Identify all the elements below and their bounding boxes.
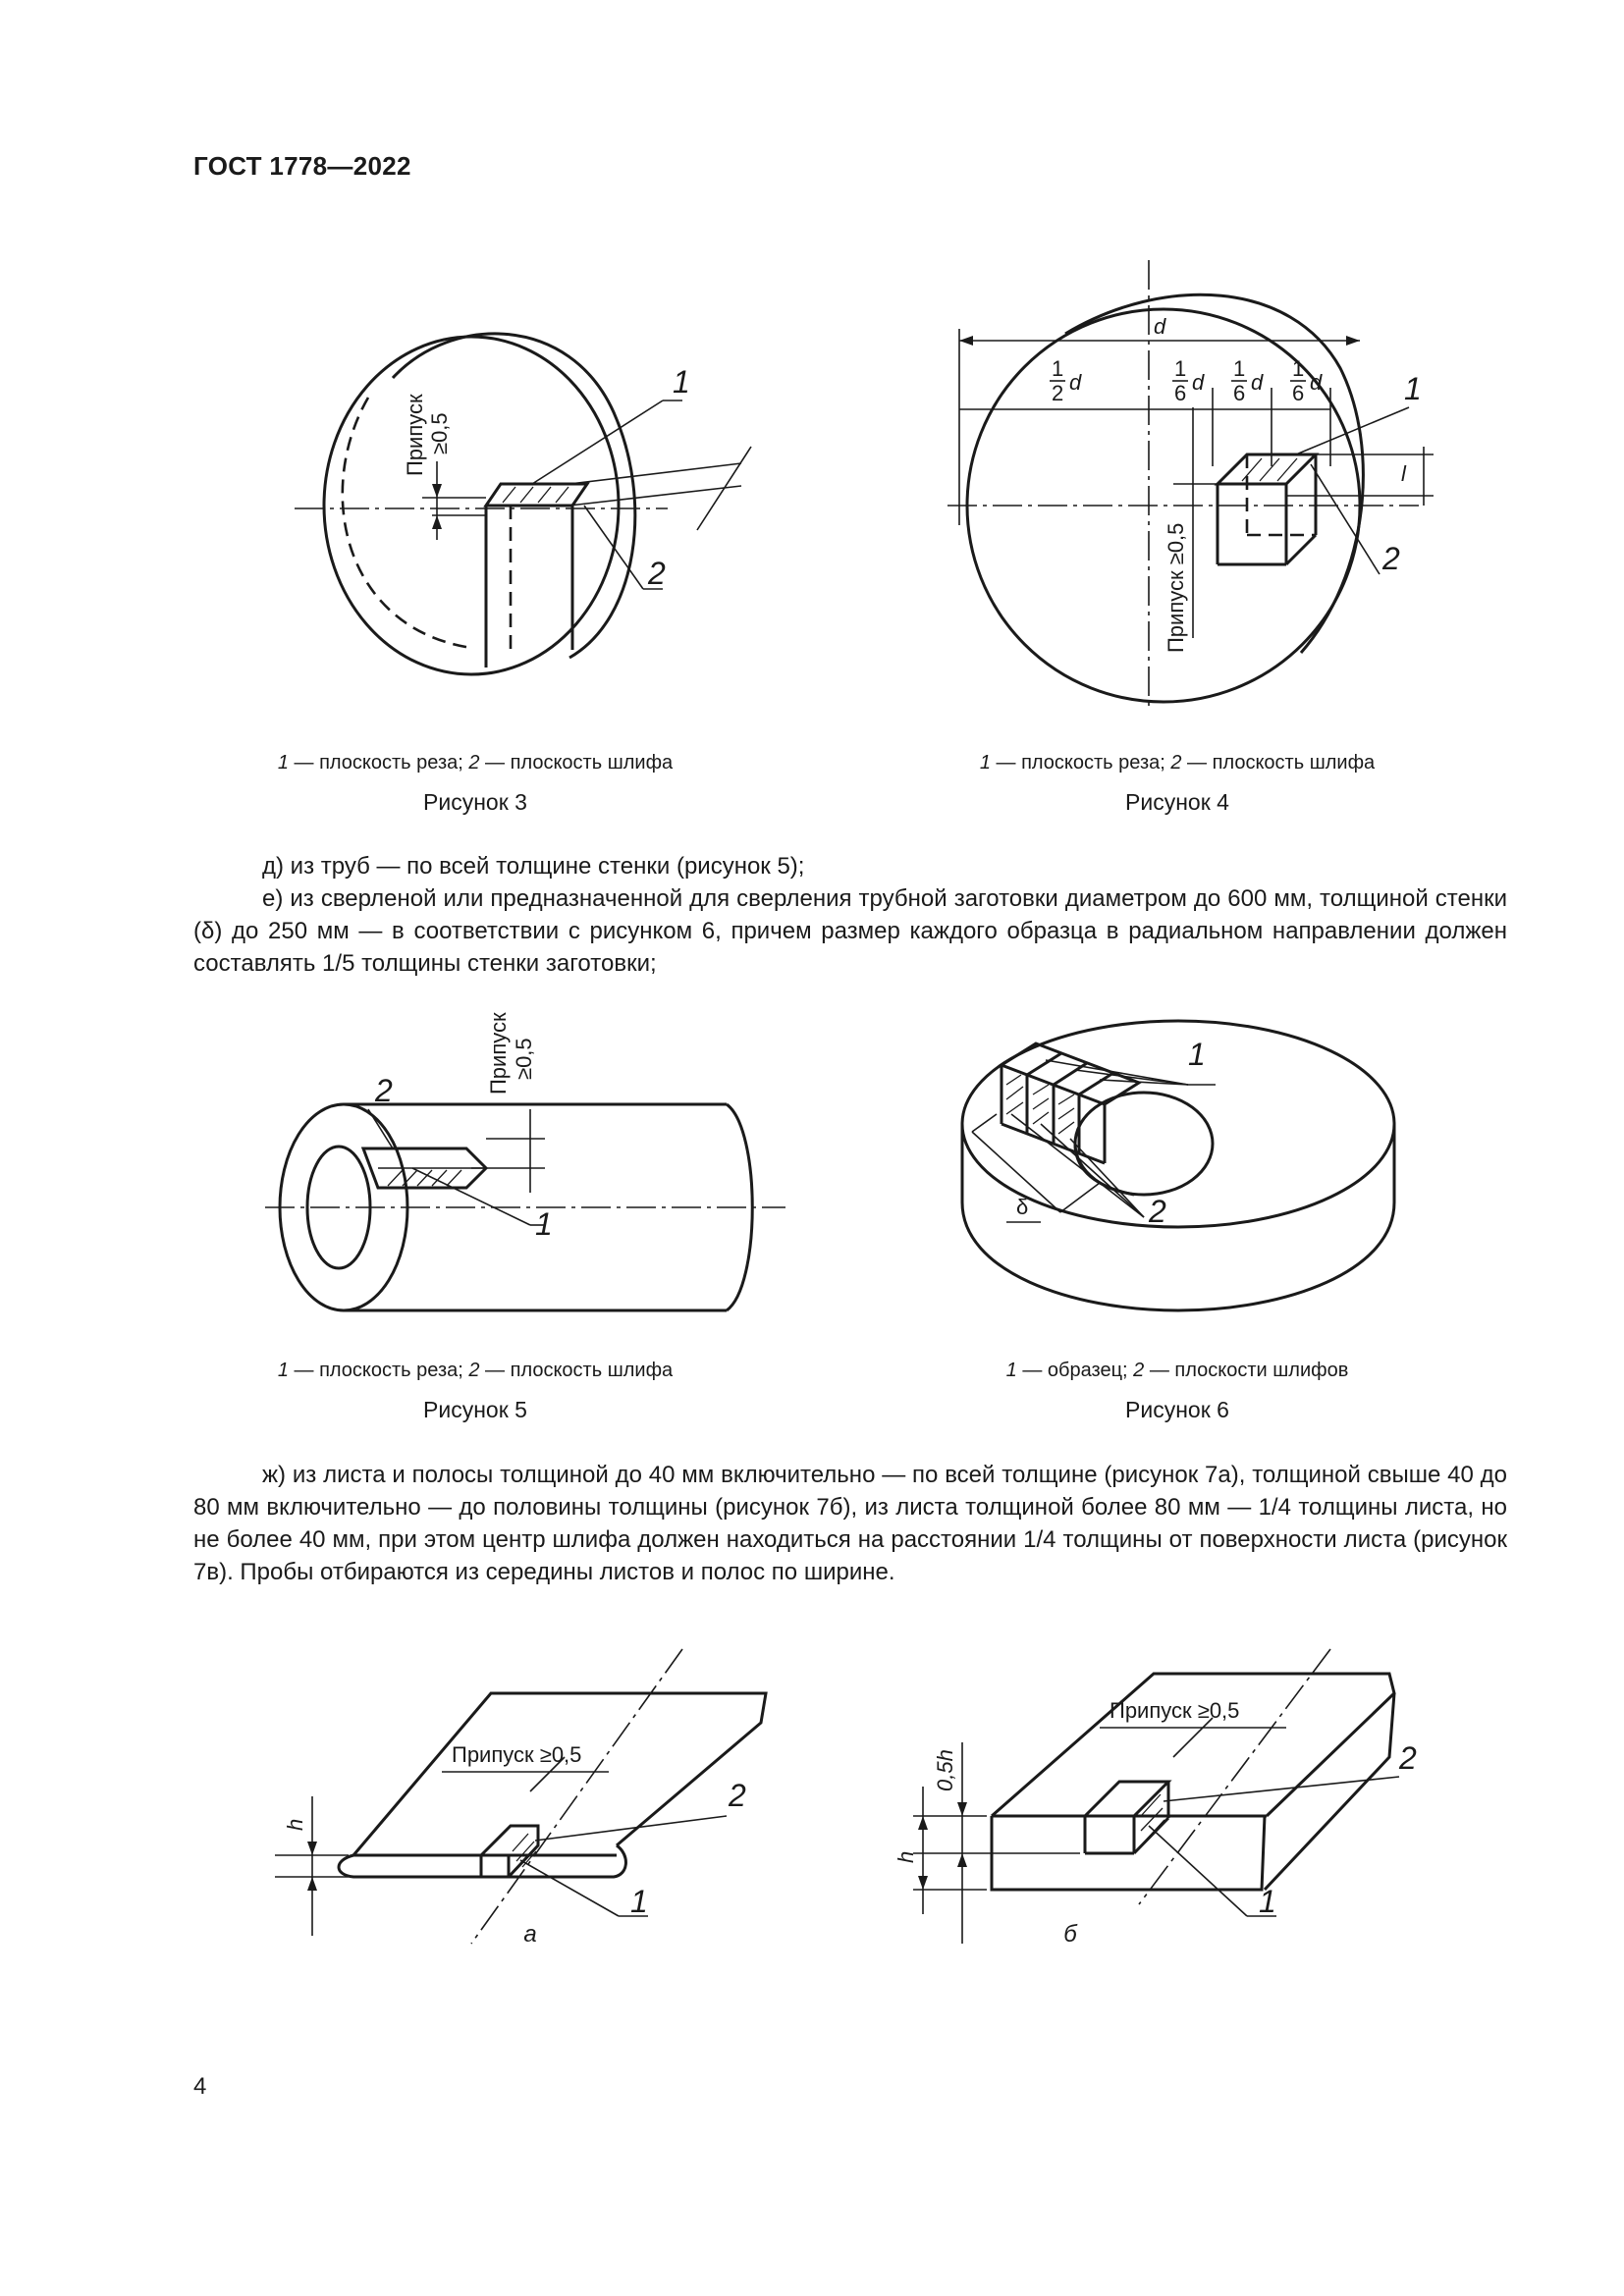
- fig4-frac-den: 6: [1233, 381, 1246, 405]
- fig7b-allowance: Припуск ≥0,5: [1110, 1698, 1240, 1723]
- fig7a-sublabel: а: [523, 1921, 537, 1948]
- figure-7b: [884, 1649, 1434, 1973]
- document-header: ГОСТ 1778—2022: [193, 151, 411, 181]
- legend-number: 2: [468, 752, 480, 774]
- fig7b-sublabel: б: [1063, 1921, 1077, 1948]
- fig3-hatching: [503, 487, 568, 503]
- fig3-cylinder-back: [393, 334, 635, 658]
- fig4-frac-num: 1: [1233, 356, 1246, 381]
- fig7b-plate-side: [1265, 1693, 1394, 1890]
- fig6-callout-1: 1: [1188, 1037, 1206, 1072]
- fig7b-callout-2: 2: [1399, 1740, 1417, 1776]
- figure-7b-drawing: [884, 1649, 1434, 1944]
- figure-5-drawing: [265, 1011, 815, 1315]
- fig4-callout-2: 2: [1382, 541, 1400, 576]
- fig5-callout-2: 2: [375, 1073, 393, 1108]
- fig7b-half-h-label: 0,5h: [933, 1749, 957, 1791]
- fig4-allowance: Припуск ≥0,5: [1164, 522, 1188, 653]
- legend-text: — плоскость реза;: [990, 752, 1171, 774]
- figure-6-legend: [902, 1360, 1452, 1382]
- legend-number: 1: [277, 1360, 289, 1381]
- fig3-allowance-word: Припуск: [403, 394, 427, 476]
- fig4-frac-num: 1: [1052, 356, 1064, 381]
- fig6-delta: δ: [1016, 1195, 1029, 1219]
- legend-text: — плоскость реза;: [288, 752, 469, 774]
- fig7b-axis: [1139, 1649, 1330, 1904]
- fig7b-h-label: h: [893, 1850, 918, 1863]
- fig4-frac-den: 2: [1052, 381, 1064, 405]
- figure-4-drawing: [947, 260, 1458, 721]
- figure-4-caption: Рисунок 4: [1125, 789, 1229, 815]
- fig7b-plate-top: [992, 1674, 1394, 1816]
- legend-text: — плоскость реза;: [288, 1360, 469, 1381]
- fig7a-allowance: Припуск ≥0,5: [452, 1742, 582, 1767]
- fig3-callout-2: 2: [648, 556, 666, 591]
- figure-7a-drawing: [275, 1649, 785, 1944]
- figure-6-drawing: [952, 1016, 1404, 1315]
- paragraph-zh: ж) из листа и полосы толщиной до 40 мм включительно — по всей толщине (рисунок 7а), толщиной свыше 40 до 80 мм включительно — до половины толщины (рисунок 7б), из листа толщиной более 80 мм — 1/4 толщины листа, но не более 40 мм, при этом центр шлифа должен находиться на расстоянии 1/4 толщины от поверхности листа (рисунок 7в). Пробы отбираются из середины листов и полос по ширине.: [193, 1462, 1507, 1585]
- paragraph-d: д) из труб — по всей толщине стенки (рисунок 5);: [262, 853, 805, 880]
- fig4-l-label: l: [1401, 461, 1406, 486]
- figure-6-caption: Рисунок 6: [1125, 1397, 1229, 1422]
- figure-3-legend: [200, 752, 750, 774]
- fig4-d-label: d: [1154, 314, 1166, 339]
- fig4-frac-d: d: [1192, 370, 1205, 395]
- fig4-disc-back: [1065, 294, 1363, 653]
- figure-7a: [275, 1649, 785, 1973]
- legend-number: 1: [979, 752, 991, 774]
- figure-3-caption: Рисунок 3: [423, 789, 527, 815]
- fig5-callout-1: 1: [535, 1206, 553, 1242]
- fig7a-callout-2: 2: [729, 1778, 746, 1813]
- legend-text: — плоскость шлифа: [1181, 752, 1376, 774]
- fig5-allowance-word: Припуск: [486, 1012, 511, 1095]
- legend-text: — образец;: [1016, 1360, 1134, 1381]
- fig4-callout-1: 1: [1404, 371, 1422, 406]
- fig3-callout-1: 1: [673, 364, 690, 400]
- paragraph-e: е) из сверленой или предназначенной для сверления трубной заготовки диаметром до 600 мм, толщиной стенки (δ) до 250 мм — в соответствии с рисунком 6, причем размер каждого образца в радиальном направлении должен составлять 1/5 толщины стенки заготовки;: [193, 885, 1507, 977]
- fig4-frac-den: 6: [1292, 381, 1305, 405]
- figure-4-legend: [902, 752, 1452, 774]
- fig5-pipe-end-outer: [280, 1104, 407, 1310]
- fig7a-plate-top: [353, 1693, 766, 1855]
- fig4-frac-d: d: [1310, 370, 1323, 395]
- figure-5-caption: Рисунок 5: [423, 1397, 527, 1422]
- figure-5-legend: [200, 1360, 750, 1382]
- legend-text: — плоскость шлифа: [479, 752, 674, 774]
- fig7b-callout-1: 1: [1259, 1884, 1276, 1919]
- legend-number: 2: [1170, 752, 1182, 774]
- page-number: 4: [193, 2073, 207, 2100]
- fig3-allowance-value: ≥0,5: [427, 412, 452, 454]
- legend-number: 1: [1005, 1360, 1017, 1381]
- fig4-frac-d: d: [1069, 370, 1082, 395]
- fig3-cut-plane: [486, 484, 587, 506]
- fig7a-callout-1: 1: [630, 1884, 648, 1919]
- fig7a-h-label: h: [283, 1818, 307, 1831]
- fig4-frac-num: 1: [1292, 356, 1305, 381]
- fig4-frac-num: 1: [1174, 356, 1187, 381]
- fig5-allowance-value: ≥0,5: [512, 1038, 536, 1080]
- fig6-hatching: [1006, 1075, 1074, 1134]
- fig5-hatching: [388, 1170, 461, 1186]
- legend-number: 1: [277, 752, 289, 774]
- legend-number: 2: [1133, 1360, 1145, 1381]
- fig4-frac-den: 6: [1174, 381, 1187, 405]
- figure-3-drawing: [275, 294, 785, 707]
- fig4-frac-d: d: [1251, 370, 1264, 395]
- legend-number: 2: [468, 1360, 480, 1381]
- fig6-callout-2: 2: [1149, 1194, 1166, 1229]
- legend-text: — плоскость шлифа: [479, 1360, 674, 1381]
- legend-text: — плоскости шлифов: [1144, 1360, 1349, 1381]
